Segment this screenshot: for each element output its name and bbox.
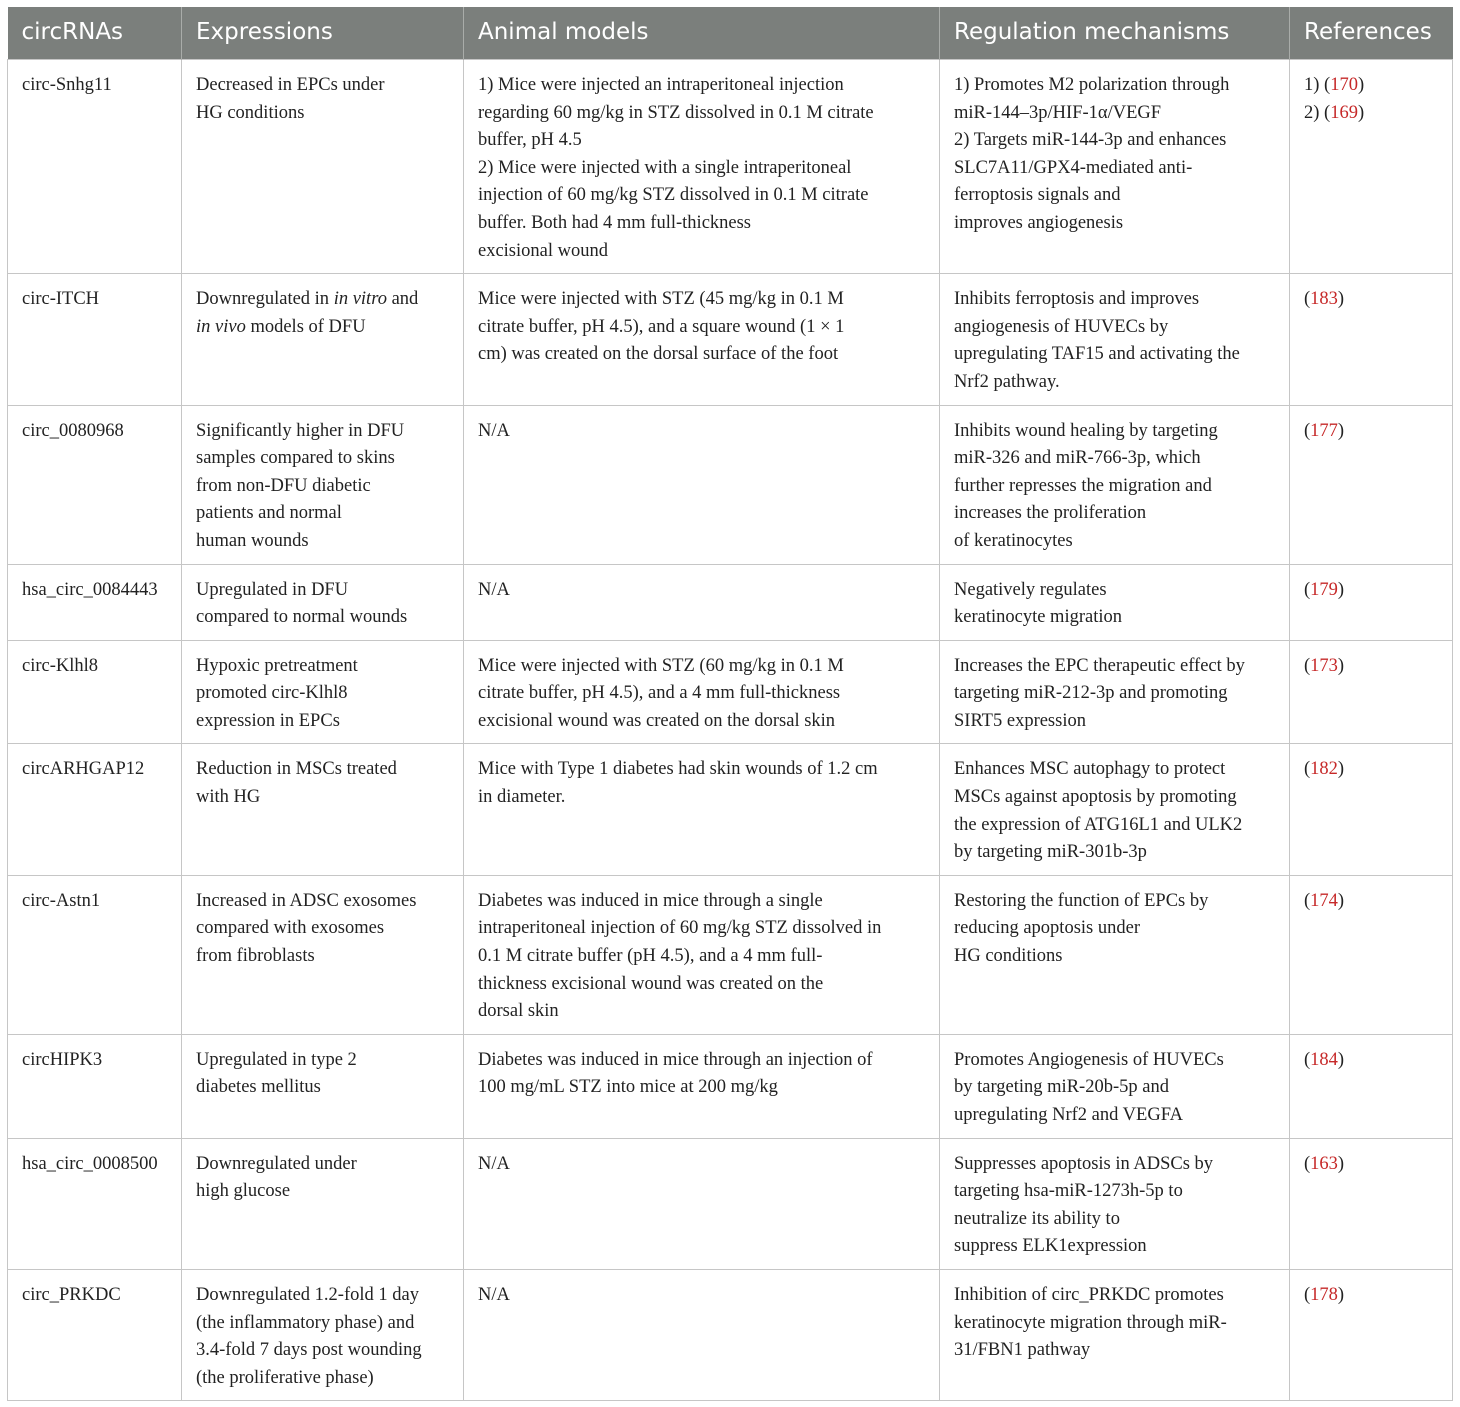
expression-line: Hypoxic pretreatment: [196, 655, 358, 676]
mechanism-line: Increases the EPC therapeutic effect by: [954, 655, 1245, 676]
cell-references: [1290, 1034, 1453, 1138]
mechanism-line: 1) Promotes M2 polarization through: [954, 75, 1230, 95]
cell-references: [1290, 875, 1453, 1034]
expression-line: Decreased in EPCs under: [196, 75, 385, 95]
animal-model-line: regarding 60 mg/kg in STZ dissolved in 0.1 M citrate: [478, 102, 874, 123]
mechanism-line: Inhibits ferroptosis and improves: [954, 289, 1200, 310]
mechanism-line: Nrf2 pathway.: [954, 371, 1060, 392]
cell-references: [1290, 744, 1453, 875]
reference-link[interactable]: 183: [1310, 289, 1338, 310]
cell-circrna: circ-Astn1: [8, 875, 182, 1034]
expression-line: expression in EPCs: [196, 710, 340, 731]
mechanism-line: keratinocyte migration through miR-: [954, 1312, 1227, 1333]
expression-line: Increased in ADSC exosomes: [196, 890, 417, 911]
cell-references: [1290, 1138, 1453, 1269]
expression-line: (the proliferative phase): [196, 1367, 374, 1388]
cell-circrna: circ-ITCH: [8, 274, 182, 405]
animal-model-line: citrate buffer, pH 4.5), and a square wound (1 × 1: [478, 316, 845, 337]
animal-model-line: 2) Mice were injected with a single intraperitoneal: [478, 157, 852, 178]
cell-mechanism: [940, 405, 1290, 564]
mechanism-line: HG conditions: [954, 946, 1063, 967]
reference-entry: [1304, 1047, 1438, 1075]
animal-model-line: Mice were injected with STZ (60 mg/kg in 0.1 M: [478, 655, 844, 676]
animal-model-line: excisional wound: [478, 240, 608, 261]
mechanism-line: reducing apoptosis under: [954, 918, 1140, 939]
cell-mechanism: [940, 640, 1290, 744]
cell-circrna: hsa_circ_0008500: [8, 1138, 182, 1269]
reference-close-paren: ): [1337, 1153, 1345, 1174]
expression-line: 3.4-fold 7 days post wounding: [196, 1340, 422, 1361]
animal-model-line: Mice with Type 1 diabetes had skin wounds of 1.2 cm: [478, 759, 878, 780]
mechanism-line: angiogenesis of HUVECs by: [954, 316, 1169, 337]
reference-link[interactable]: 174: [1310, 890, 1338, 911]
cell-references: [1290, 60, 1453, 274]
table-row: [8, 875, 1453, 1034]
reference-open-paren: (: [1304, 890, 1311, 911]
cell-mechanism: [940, 274, 1290, 405]
animal-model-line: Diabetes was induced in mice through an injection of: [478, 1049, 873, 1070]
reference-close-paren: ): [1337, 579, 1345, 600]
expression-line: human wounds: [196, 530, 309, 551]
cell-circrna: circ_0080968: [8, 405, 182, 564]
cell-mechanism: [940, 875, 1290, 1034]
mechanism-line: Restoring the function of EPCs by: [954, 890, 1209, 911]
expression-line: high glucose: [196, 1181, 291, 1202]
cell-mechanism: [940, 744, 1290, 875]
animal-model-line: cm) was created on the dorsal surface of the foot: [478, 344, 839, 365]
expression-line: from non-DFU diabetic: [196, 475, 371, 496]
cell-animal-model: [464, 60, 940, 274]
reference-entry: [1304, 418, 1438, 446]
expression-line: with HG: [196, 787, 261, 808]
mechanism-line: neutralize its ability to: [954, 1208, 1120, 1229]
mechanism-line: Enhances MSC autophagy to protect: [954, 759, 1226, 780]
expression-line: Significantly higher in DFU: [196, 420, 405, 441]
reference-open-paren: (: [1304, 1153, 1311, 1174]
animal-model-line: N/A: [478, 1153, 510, 1174]
table-row: [8, 60, 1453, 274]
header-expressions: Expressions: [182, 7, 464, 60]
reference-entry: [1304, 756, 1438, 784]
animal-model-line: injection of 60 mg/kg STZ dissolved in 0.1 M citrate: [478, 185, 869, 206]
expression-text: models of DFU: [245, 316, 366, 337]
animal-model-line: N/A: [478, 579, 510, 600]
cell-expression: [182, 1138, 464, 1269]
animal-model-line: thickness excisional wound was created on the: [478, 973, 824, 994]
reference-close-paren: ): [1337, 420, 1345, 441]
reference-link[interactable]: 179: [1310, 579, 1338, 600]
cell-circrna: hsa_circ_0084443: [8, 564, 182, 640]
reference-open-paren: (: [1304, 1284, 1311, 1305]
animal-model-line: 1) Mice were injected an intraperitoneal injection: [478, 75, 844, 95]
reference-entry: [1304, 888, 1438, 916]
cell-circrna: circ-Snhg11: [8, 60, 182, 274]
cell-expression: [182, 744, 464, 875]
animal-model-line: in diameter.: [478, 787, 566, 808]
header-row: [8, 7, 1453, 60]
cell-expression: [182, 1034, 464, 1138]
expression-line: from fibroblasts: [196, 946, 315, 967]
cell-references: [1290, 564, 1453, 640]
table-row: [8, 1034, 1453, 1138]
mechanism-line: keratinocyte migration: [954, 607, 1122, 628]
mechanism-line: Suppresses apoptosis in ADSCs by: [954, 1153, 1214, 1174]
expression-line: compared with exosomes: [196, 918, 385, 939]
animal-model-line: 0.1 M citrate buffer (pH 4.5), and a 4 mm full-: [478, 946, 823, 967]
cell-references: [1290, 405, 1453, 564]
mechanism-line: Inhibits wound healing by targeting: [954, 420, 1218, 441]
reference-index: 2): [1304, 102, 1325, 123]
mechanism-line: miR-144–3p/HIF-1α/VEGF: [954, 102, 1162, 123]
mechanism-line: upregulating TAF15 and activating the: [954, 344, 1240, 365]
cell-circrna: circARHGAP12: [8, 744, 182, 875]
expression-line: Upregulated in type 2: [196, 1049, 357, 1070]
table-row: [8, 1138, 1453, 1269]
animal-model-line: Mice were injected with STZ (45 mg/kg in 0.1 M: [478, 289, 844, 310]
table-row: [8, 564, 1453, 640]
expression-line: compared to normal wounds: [196, 607, 408, 628]
expression-line: HG conditions: [196, 102, 305, 123]
cell-mechanism: [940, 1269, 1290, 1400]
reference-link[interactable]: 177: [1310, 420, 1338, 441]
header-regulation-mechanisms: Regulation mechanisms: [940, 7, 1290, 60]
animal-model-line: intraperitoneal injection of 60 mg/kg STZ dissolved in: [478, 918, 882, 939]
mechanism-line: 2) Targets miR-144-3p and enhances: [954, 130, 1227, 151]
mechanism-line: Negatively regulates: [954, 579, 1107, 600]
reference-open-paren: (: [1304, 1049, 1311, 1070]
mechanism-line: ferroptosis signals and: [954, 185, 1121, 206]
table-row: [8, 405, 1453, 564]
reference-close-paren: ): [1337, 1284, 1345, 1305]
reference-link[interactable]: 170: [1330, 75, 1358, 95]
cell-animal-model: [464, 405, 940, 564]
expression-italic-text: in vitro: [333, 289, 387, 310]
header-circrnas: circRNAs: [8, 7, 182, 60]
mechanism-line: 31/FBN1 pathway: [954, 1340, 1091, 1361]
animal-model-line: citrate buffer, pH 4.5), and a 4 mm full-thickness: [478, 683, 841, 704]
mechanism-line: by targeting miR-301b-3p: [954, 842, 1147, 863]
reference-close-paren: ): [1357, 102, 1365, 123]
cell-references: [1290, 1269, 1453, 1400]
reference-link[interactable]: 163: [1310, 1153, 1338, 1174]
reference-close-paren: ): [1337, 759, 1345, 780]
reference-open-paren: (: [1304, 655, 1311, 676]
reference-entry: [1304, 577, 1438, 605]
table-header: [8, 7, 1453, 60]
cell-expression: [182, 1269, 464, 1400]
expression-line: Upregulated in DFU: [196, 579, 349, 600]
mechanism-line: MSCs against apoptosis by promoting: [954, 787, 1237, 808]
cell-mechanism: [940, 1138, 1290, 1269]
mechanism-line: Inhibition of circ_PRKDC promotes: [954, 1284, 1224, 1305]
mechanism-line: increases the proliferation: [954, 503, 1147, 524]
expression-line: (the inflammatory phase) and: [196, 1312, 415, 1333]
reference-entry: [1304, 72, 1438, 100]
cell-animal-model: [464, 564, 940, 640]
cell-animal-model: [464, 274, 940, 405]
expression-text: Downregulated in: [196, 289, 334, 310]
animal-model-line: Diabetes was induced in mice through a single: [478, 890, 823, 911]
animal-model-line: excisional wound was created on the dorsal skin: [478, 710, 836, 731]
mechanism-line: SLC7A11/GPX4-mediated anti-: [954, 157, 1193, 178]
cell-animal-model: [464, 744, 940, 875]
cell-expression: [182, 274, 464, 405]
cell-circrna: circ-Klhl8: [8, 640, 182, 744]
header-references: References: [1290, 7, 1453, 60]
cell-animal-model: [464, 1269, 940, 1400]
mechanism-line: improves angiogenesis: [954, 212, 1124, 233]
animal-model-line: 100 mg/mL STZ into mice at 200 mg/kg: [478, 1077, 778, 1098]
mechanism-line: the expression of ATG16L1 and ULK2: [954, 814, 1243, 835]
expression-text: and: [386, 289, 419, 310]
cell-circrna: circ_PRKDC: [8, 1269, 182, 1400]
cell-mechanism: [940, 1034, 1290, 1138]
reference-close-paren: ): [1337, 289, 1345, 310]
reference-close-paren: ): [1337, 655, 1345, 676]
animal-model-line: buffer, pH 4.5: [478, 130, 582, 151]
mechanism-line: further represses the migration and: [954, 475, 1212, 496]
expression-line: Reduction in MSCs treated: [196, 759, 397, 780]
expression-line: samples compared to skins: [196, 448, 395, 469]
table-row: [8, 640, 1453, 744]
reference-close-paren: ): [1337, 890, 1345, 911]
expression-line: Downregulated 1.2-fold 1 day: [196, 1284, 419, 1305]
reference-entry: [1304, 1282, 1438, 1310]
reference-open-paren: (: [1324, 75, 1331, 95]
mechanism-line: of keratinocytes: [954, 530, 1073, 551]
animal-model-line: buffer. Both had 4 mm full-thickness: [478, 212, 752, 233]
animal-model-line: N/A: [478, 1284, 510, 1305]
mechanism-line: targeting hsa-miR-1273h-5p to: [954, 1181, 1183, 1202]
mechanism-line: targeting miR-212-3p and promoting: [954, 683, 1228, 704]
cell-expression: [182, 405, 464, 564]
table-row: [8, 274, 1453, 405]
reference-link[interactable]: 182: [1310, 759, 1338, 780]
cell-animal-model: [464, 1138, 940, 1269]
reference-index: 1): [1304, 75, 1325, 95]
cell-animal-model: [464, 1034, 940, 1138]
animal-model-line: dorsal skin: [478, 1001, 559, 1022]
reference-open-paren: (: [1304, 579, 1311, 600]
expression-line: Downregulated under: [196, 1153, 357, 1174]
cell-references: [1290, 640, 1453, 744]
reference-open-paren: (: [1304, 289, 1311, 310]
cell-circrna: circHIPK3: [8, 1034, 182, 1138]
cell-expression: [182, 60, 464, 274]
cell-references: [1290, 274, 1453, 405]
cell-mechanism: [940, 564, 1290, 640]
table-row: [8, 1269, 1453, 1400]
mechanism-line: miR-326 and miR-766-3p, which: [954, 448, 1201, 469]
mechanism-line: SIRT5 expression: [954, 710, 1086, 731]
mechanism-line: Promotes Angiogenesis of HUVECs: [954, 1049, 1224, 1070]
reference-close-paren: ): [1357, 75, 1365, 95]
cell-animal-model: [464, 640, 940, 744]
table-row: [8, 744, 1453, 875]
cell-expression: [182, 564, 464, 640]
reference-open-paren: (: [1304, 759, 1311, 780]
table-container: [7, 7, 1452, 1401]
mechanism-line: by targeting miR-20b-5p and: [954, 1077, 1169, 1098]
circrna-table: [7, 7, 1453, 1401]
cell-animal-model: [464, 875, 940, 1034]
reference-link[interactable]: 173: [1310, 655, 1338, 676]
cell-expression: [182, 875, 464, 1034]
reference-open-paren: (: [1324, 102, 1331, 123]
reference-entry: [1304, 653, 1438, 681]
table-body: [8, 60, 1453, 1401]
cell-expression: [182, 640, 464, 744]
reference-entry: [1304, 1151, 1438, 1179]
expression-line: promoted circ-Klhl8: [196, 683, 348, 704]
reference-open-paren: (: [1304, 420, 1311, 441]
cell-mechanism: [940, 60, 1290, 274]
expression-line: patients and normal: [196, 503, 342, 524]
expression-italic-text: in vivo: [196, 316, 246, 337]
mechanism-line: suppress ELK1expression: [954, 1236, 1147, 1257]
header-animal-models: Animal models: [464, 7, 940, 60]
mechanism-line: upregulating Nrf2 and VEGFA: [954, 1105, 1183, 1125]
reference-link[interactable]: 184: [1310, 1049, 1338, 1070]
reference-entry: [1304, 100, 1438, 128]
reference-entry: [1304, 286, 1438, 314]
animal-model-line: N/A: [478, 420, 510, 441]
reference-close-paren: ): [1337, 1049, 1345, 1070]
expression-line: diabetes mellitus: [196, 1077, 321, 1098]
reference-link[interactable]: 178: [1310, 1284, 1338, 1305]
reference-link[interactable]: 169: [1330, 102, 1358, 123]
